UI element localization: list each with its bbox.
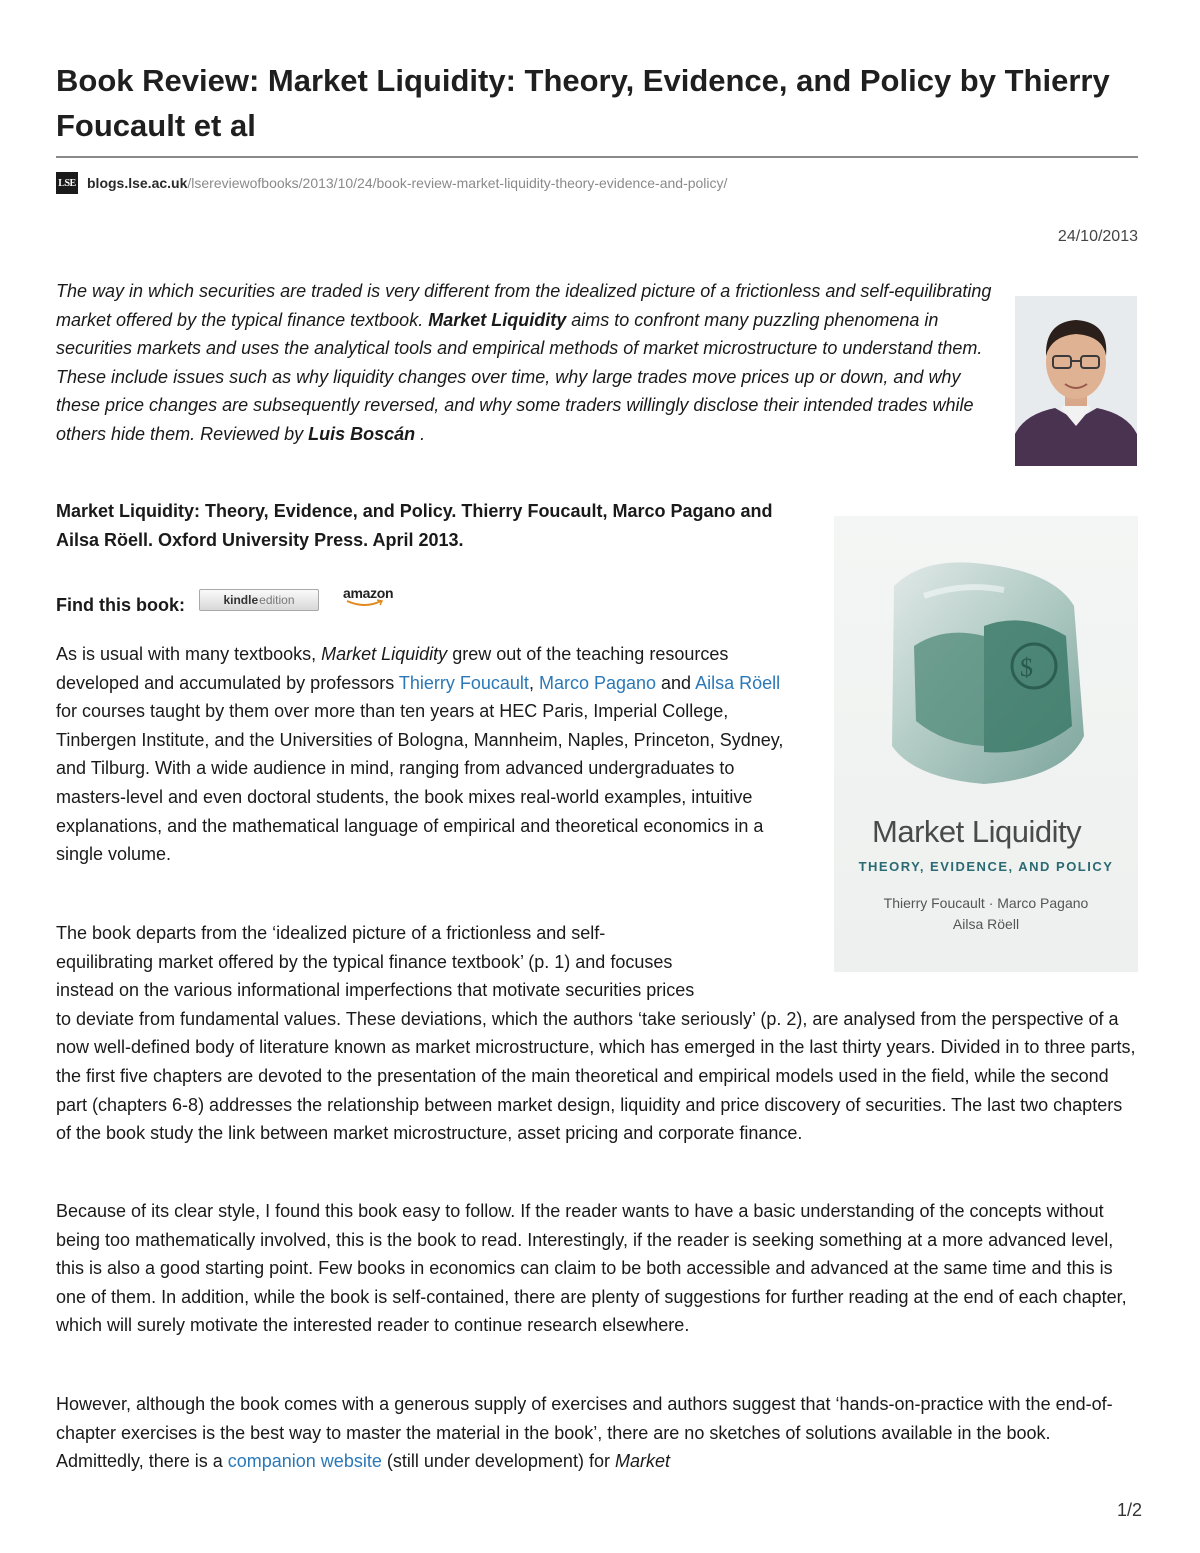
link-companion-website[interactable]: companion website [227,1451,382,1472]
link-thierry-foucault[interactable]: Thierry Foucault [398,672,529,693]
p4-text: (still under development) for [381,1451,615,1472]
kindle-edition-word: edition [259,593,295,607]
find-this-book [56,582,393,618]
lse-logo-icon: LSE [56,172,78,194]
p1-book-title: Market Liquidity [321,644,448,664]
paragraph-3: Because of its clear style, I found this book easy to follow. If the reader wants to have a basic understanding of the concepts without being too mathematically involved, this is the book to read. Interestingly, if the reader is seeking something at a more advanced level, this is also a good starting point. Few books in economics can claim to be both accessible and advanced at the same time and this is one of them. In addition, while the book is self-contained, there are plenty of suggestions for further reading at the end of each chapter, which will surely motivate the interested reader to continue research elsewhere. [56,1201,1127,1336]
paragraph-2 [56,919,1138,1148]
title-divider [56,156,1138,158]
p2-line: The book departs from the ‘idealized picture of a frictionless and self- [56,923,606,943]
reviewer-photo-drawing [1015,296,1137,466]
reviewer-name: Luis Boscán [308,423,416,444]
p4-book-title: Market [614,1451,670,1472]
intro-text-3: . [415,423,426,444]
paragraph-1 [56,640,786,869]
amazon-button[interactable] [343,585,393,609]
amazon-label: amazon [342,585,394,601]
kindle-edition-button[interactable] [199,589,319,611]
p1-text: , [528,672,539,693]
reviewer-photo [1015,296,1137,466]
page-number: 1/2 [1116,1500,1142,1520]
source-domain[interactable]: blogs.lse.ac.uk [87,175,188,191]
p1-text: for courses taught by them over more than ten years at HEC Paris, Imperial College, Tinbergen Institute, and the Universities of Bologna, Mannheim, Naples, Princeton, Sydney, and Tilburg. With a wide audience in mind, ranging from advanced undergraduates to masters-level and even doctoral students, the book mixes real-world examples, intuitive explanations, and the mathematical language of empirical and theoretical economics in a single volume. [56,701,784,865]
cover-artwork [834,516,1138,806]
intro-paragraph [56,277,996,449]
intro-book-title: Market Liquidity [428,309,567,330]
find-label: Find this book: [56,594,185,615]
cover-authors-line2: Ailsa Röell [952,916,1020,932]
p2-line: equilibrating market offered by the typical finance textbook’ (p. 1) and focuses [56,951,673,972]
p2-text: to deviate from fundamental values. These deviations, which the authors ‘take seriously’ (p. 2), are analysed from the perspective of a now well-defined body of literature known as market microstructure, which has emerged in the last thirty years. Divided in to three parts, the first five chapters are devoted to the presentation of the main theoretical and empirical models used in the field, while the second part (chapters 6-8) addresses the relationship between market design, liquidity and price discovery of securities. The last two chapters of the book study the link between market microstructure, asset pricing and corporate finance. [56,1008,1136,1144]
cover-authors-line1: Thierry Foucault · Marco Pagano [883,895,1089,911]
kindle-word: kindle [223,593,259,607]
amazon-smile-icon [345,599,385,609]
source-path[interactable]: /lsereviewofbooks/2013/10/24/book-review-market-liquidity-theory-evidence-and-policy/ [187,175,728,191]
intro-text-1: The way in which securities are traded is very different from the idealized picture of a frictionless and self-equilibrating market offered by the typical finance textbook. [56,281,992,330]
source-line [56,172,727,194]
link-ailsa-roell[interactable]: Ailsa Röell [695,672,781,693]
publish-date: 24/10/2013 [1057,228,1138,245]
p1-text: As is usual with many textbooks, [56,644,322,664]
book-cover-image [834,516,1138,972]
article-title: Book Review: Market Liquidity: Theory, Evidence, and Policy by Thierry Foucault et al [56,63,1110,143]
link-marco-pagano[interactable]: Marco Pagano [538,672,657,693]
p4-text: However, although the book comes with a generous supply of exercises and authors suggest that ‘hands-on-practice with the end-of-chapter exercises is the best way to master the material in the book’, there are no sketches of solutions available in the book. Admittedly, there is a [56,1394,1113,1472]
p2-line: instead on the various informational imperfections that motivate securities prices [56,980,695,1001]
p1-text: grew out of the teaching resources developed and accumulated by professors [56,644,729,693]
intro-text-2: aims to confront many puzzling phenomena in securities markets and uses the analytical tools and empirical methods of market microstructure to understand them. These include issues such as why liquidity changes over time, why large trades move prices up or down, and why these price changes are subsequently reversed, and why some traders willingly disclose their intended trades while others hide them. Reviewed by [56,309,983,444]
book-citation: Market Liquidity: Theory, Evidence, and Policy. Thierry Foucault, Marco Pagano and Ailsa Röell. Oxford University Press. April 2013. [56,501,773,550]
p1-text: and [656,672,696,693]
cover-subtitle: THEORY, EVIDENCE, AND POLICY [858,859,1114,874]
svg-text:$: $ [1020,653,1033,682]
cover-title: Market Liquidity [872,814,1082,849]
paragraph-4 [56,1390,1138,1476]
